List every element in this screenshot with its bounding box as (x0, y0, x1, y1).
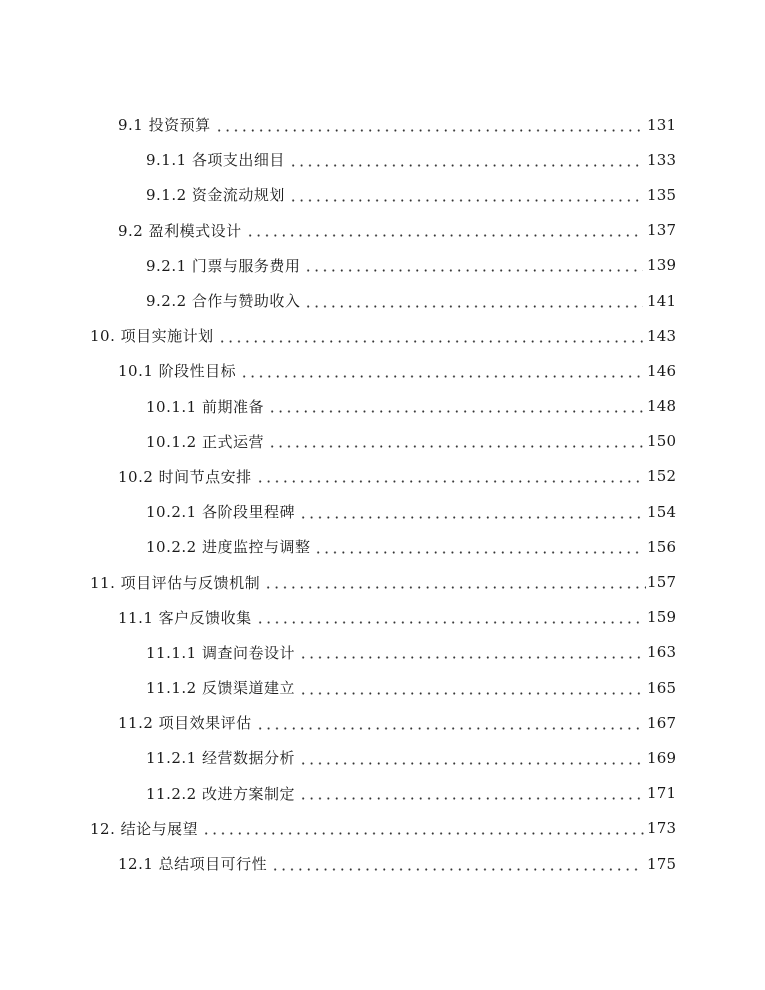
toc-entry-title: 11.1 客户反馈收集 (118, 608, 252, 627)
toc-page-number: 157 (647, 573, 677, 592)
toc-entry[interactable] (0, 670, 765, 705)
dot-leader (256, 469, 643, 483)
toc-entry[interactable] (0, 142, 765, 177)
toc-page-number: 169 (647, 748, 677, 767)
dot-leader (246, 223, 643, 237)
toc-entry[interactable] (0, 705, 765, 740)
toc-entry-title: 11.2.1 经营数据分析 (146, 749, 295, 768)
toc-page-number: 137 (647, 221, 677, 240)
toc-page-number: 133 (647, 150, 677, 169)
toc-entry-title: 9.2.2 合作与赞助收入 (146, 292, 301, 311)
toc-page-number: 154 (647, 502, 677, 521)
toc-entry[interactable] (0, 353, 765, 388)
dot-leader (304, 258, 643, 272)
toc-entry-title: 9.1.1 各项支出细目 (146, 151, 285, 170)
toc-page-number: 152 (647, 467, 677, 486)
dot-leader (314, 540, 643, 554)
dot-leader (215, 118, 643, 132)
toc-page-number: 150 (647, 432, 677, 451)
toc-entry[interactable] (0, 740, 765, 775)
toc-page-number: 175 (647, 854, 677, 873)
dot-leader (299, 645, 643, 659)
toc-page-number: 131 (647, 115, 677, 134)
toc-page-number: 146 (647, 361, 677, 380)
toc-entry-title: 12.1 总结项目可行性 (118, 855, 268, 874)
toc-entry-title: 9.2.1 门票与服务费用 (146, 256, 301, 275)
toc-entry[interactable] (0, 564, 765, 599)
dot-leader (299, 681, 643, 695)
toc-entry-title: 11.1.2 反馈渠道建立 (146, 679, 295, 698)
toc-page-number: 156 (647, 537, 677, 556)
toc-entry[interactable] (0, 283, 765, 318)
dot-leader (271, 857, 643, 871)
dot-leader (299, 786, 643, 800)
toc-page-number: 167 (647, 713, 677, 732)
toc-page-number: 143 (647, 326, 677, 345)
dot-leader (256, 716, 643, 730)
toc-entry[interactable] (0, 459, 765, 494)
toc-entry-title: 10. 项目实施计划 (90, 327, 214, 346)
toc-entry-title: 9.1 投资预算 (118, 116, 211, 135)
dot-leader (218, 329, 646, 343)
dot-leader (240, 364, 643, 378)
toc-entry[interactable] (0, 248, 765, 283)
toc-entry-title: 9.1.2 资金流动规划 (146, 186, 285, 205)
toc-entry[interactable] (0, 529, 765, 564)
dot-leader (268, 399, 643, 413)
toc-entry[interactable] (0, 635, 765, 670)
toc-page-number: 135 (647, 185, 677, 204)
toc-entry[interactable] (0, 424, 765, 459)
toc-entry[interactable] (0, 494, 765, 529)
toc-page-number: 171 (647, 784, 677, 803)
toc-entry[interactable] (0, 177, 765, 212)
dot-leader (299, 751, 643, 765)
dot-leader (256, 610, 643, 624)
toc-page-number: 159 (647, 608, 677, 627)
toc-entry-title: 12. 结论与展望 (90, 819, 199, 838)
toc-page-number: 139 (647, 256, 677, 275)
toc-page-number: 163 (647, 643, 677, 662)
toc-entry[interactable] (0, 846, 765, 881)
dot-leader (289, 188, 643, 202)
toc-entry-title: 10.1.1 前期准备 (146, 397, 264, 416)
toc-entry[interactable] (0, 213, 765, 248)
toc-entry[interactable] (0, 600, 765, 635)
toc-entry-title: 11.2 项目效果评估 (118, 714, 252, 733)
toc-page-number: 165 (647, 678, 677, 697)
dot-leader (289, 153, 643, 167)
toc-entry-title: 10.2 时间节点安排 (118, 467, 252, 486)
toc-entry[interactable] (0, 318, 765, 353)
dot-leader (268, 434, 643, 448)
table-of-contents (0, 107, 765, 881)
toc-entry-title: 10.2.1 各阶段里程碑 (146, 503, 295, 522)
toc-entry[interactable] (0, 776, 765, 811)
toc-entry-title: 11.1.1 调查问卷设计 (146, 643, 295, 662)
toc-page-number: 141 (647, 291, 677, 310)
toc-page-number: 173 (647, 819, 677, 838)
toc-entry[interactable] (0, 107, 765, 142)
toc-page-number: 148 (647, 397, 677, 416)
toc-entry[interactable] (0, 389, 765, 424)
toc-entry-title: 9.2 盈利模式设计 (118, 221, 242, 240)
toc-entry-title: 11. 项目评估与反馈机制 (90, 573, 261, 592)
dot-leader (264, 575, 646, 589)
dot-leader (202, 821, 646, 835)
toc-entry-title: 11.2.2 改进方案制定 (146, 784, 295, 803)
toc-entry-title: 10.2.2 进度监控与调整 (146, 538, 311, 557)
toc-entry-title: 10.1.2 正式运营 (146, 432, 264, 451)
dot-leader (304, 294, 643, 308)
toc-entry[interactable] (0, 811, 765, 846)
dot-leader (299, 505, 643, 519)
toc-entry-title: 10.1 阶段性目标 (118, 362, 237, 381)
